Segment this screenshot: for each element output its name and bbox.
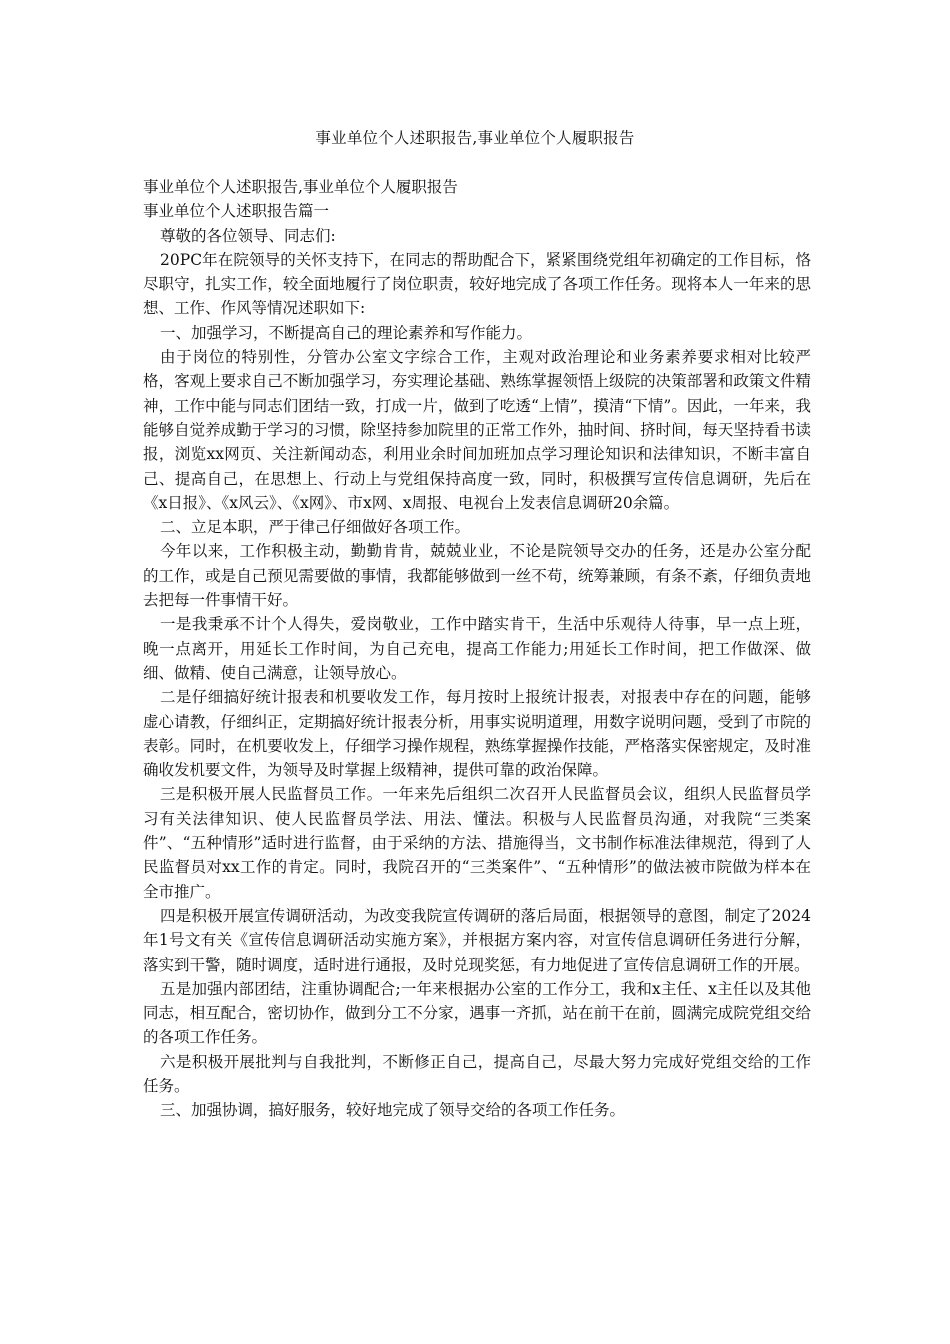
paragraph: 尊敬的各位领导、同志们: — [160, 226, 336, 245]
paragraph: 由于岗位的特别性，分管办公室文字综合工作，主观对政治理论和业务素养要求相对比较严格，客观上要求自己不断加强学习，夯实理论基础、熟练掌握领悟上级院的决策部署和政策文件精神，工作中能与同志们团结一致，打成一片，做到了吃透“上情”，摸清“下情”。因此，一年来，我能够自觉养成勤于学习的习惯，除坚持参加院里的正常工作外，抽时间、挤时间，每天坚持看书读报，浏览xx网页、关注新闻动态，利用业余时间加班加点学习理论知识和法律知识，不断丰富自己、提高自己，在思想上、行动上与党组保持高度一致，同时，积极撰写宣传信息调研，先后在《x日报》、《x风云》、《x网》、市x网、x周报、电视台上发表信息调研20余篇。 — [143, 348, 811, 512]
paragraph: 二是仔细搞好统计报表和机要收发工作，每月按时上报统计报表，对报表中存在的问题，能够虚心请教，仔细纠正，定期搞好统计报表分析，用事实说明道理，用数字说明问题，受到了市院的表彰。同时，在机要收发上，仔细学习操作规程，熟练掌握操作技能，严格落实保密规定，及时准确收发机要文件，为领导及时掌握上级精神，提供可靠的政治保障。 — [143, 688, 811, 780]
paragraph: 三是积极开展人民监督员工作。一年来先后组织二次召开人民监督员会议，组织人民监督员学习有关法律知识、使人民监督员学法、用法、懂法。积极与人民监督员沟通，对我院“三类案件”、“五种情形”适时进行监督，由于采纳的方法、措施得当，文书制作标准法律规范，得到了人民监督员对xx工作的肯定。同时，我院召开的“三类案件”、“五种情形”的做法被市院做为样本在全市推广。 — [143, 785, 811, 901]
document-title: 事业单位个人述职报告,事业单位个人履职报告 — [315, 129, 635, 147]
document-body — [143, 175, 811, 1123]
paragraph: 三、加强协调，搞好服务，较好地完成了领导交给的各项工作任务。 — [160, 1101, 626, 1120]
paragraph: 事业单位个人述职报告,事业单位个人履职报告 — [143, 178, 458, 196]
paragraph: 20PC年在院领导的关怀支持下，在同志的帮助配合下，紧紧围绕党组年初确定的工作目标，恪尽职守，扎实工作，较全面地履行了岗位职责，较好地完成了各项工作任务。现将本人一年来的思想、工作、作风等情况述职如下: — [143, 250, 811, 318]
paragraph: 六是积极开展批判与自我批判，不断修正自己，提高自己，尽最大努力完成好党组交给的工作任务。 — [143, 1052, 811, 1095]
paragraph: 一、加强学习，不断提高自己的理论素养和写作能力。 — [160, 323, 533, 342]
paragraph: 事业单位个人述职报告篇一 — [143, 202, 330, 221]
paragraph: 今年以来，工作积极主动，勤勤肯肯，兢兢业业，不论是院领导交办的任务，还是办公室分配的工作，或是自己预见需要做的事情，我都能够做到一丝不苟，统筹兼顾，有条不紊，仔细负责地去把每一件事情干好。 — [143, 542, 811, 610]
paragraph: 一是我秉承不计个人得失，爱岗敬业，工作中踏实肯干，生活中乐观待人待事，早一点上班，晚一点离开，用延长工作时间，为自己充电，提高工作能力;用延长工作时间，把工作做深、做细、做精、使自己满意，让领导放心。 — [143, 615, 811, 682]
paragraph: 四是积极开展宣传调研活动，为改变我院宣传调研的落后局面，根据领导的意图，制定了2024年1号文有关《宣传信息调研活动实施方案》，并根据方案内容，对宣传信息调研任务进行分解，落实到干警，随时调度，适时进行通报，及时兑现奖惩，有力地促进了宣传信息调研工作的开展。 — [143, 906, 811, 974]
paragraph: 二、立足本职，严于律己仔细做好各项工作。 — [160, 518, 471, 537]
paragraph: 五是加强内部团结，注重协调配合;一年来根据办公室的工作分工，我和x主任、x主任以及其他同志，相互配合，密切协作，做到分工不分家，遇事一齐抓，站在前干在前，圆满完成院党组交给的各项工作任务。 — [143, 979, 811, 1047]
